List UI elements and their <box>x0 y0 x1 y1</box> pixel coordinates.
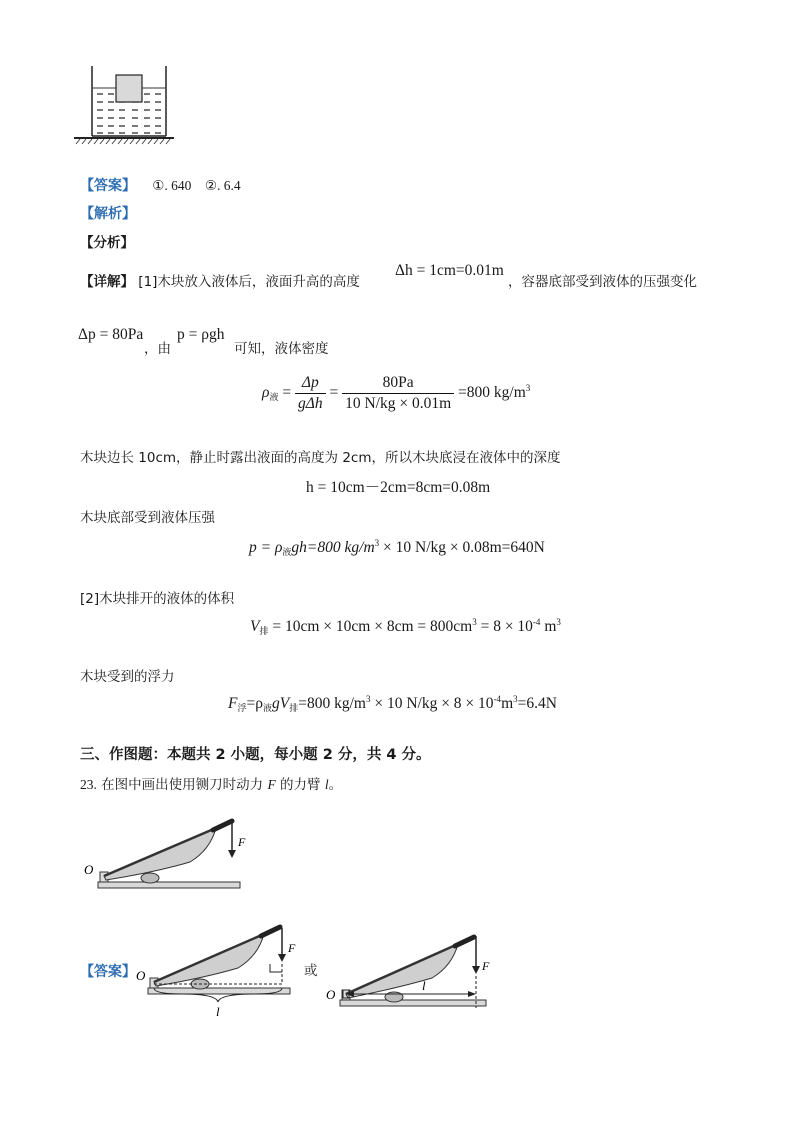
eq-pgh: p = ρgh <box>177 326 225 343</box>
answer-values: ①. 640 ②. 6.4 <box>152 178 241 193</box>
svg-text:F: F <box>482 959 490 973</box>
fraction-1: $\frac{\Delta p}{\text{gΔh}}$ <box>295 374 326 413</box>
container-block-figure <box>70 62 180 146</box>
known-text: 可知，液体密度 <box>234 341 329 357</box>
buoyancy-text: 木块受到的浮力 <box>80 669 175 685</box>
question-23 <box>80 776 342 794</box>
rho-symbol: ρ <box>262 384 270 402</box>
buoyancy-equation: $F_浮=\rho_液gV_排=800$ $kg/m^3 \times 10$ $N/kg \times 8 \times 10^{-4}m^3=6.4N$ <box>228 694 557 713</box>
by-text: ，由 <box>144 341 171 357</box>
eq-delta-p: Δp = 80Pa <box>78 326 144 343</box>
density-result: =800 kg/m <box>458 384 526 402</box>
eq-delta-h: Δh = 1cm=0.01m <box>395 262 504 279</box>
detail-line <box>80 273 360 291</box>
analysis-tag: 【解析】 <box>80 206 136 222</box>
svg-text:F: F <box>238 835 246 849</box>
svg-text:O: O <box>326 987 336 1002</box>
rho-subscript: 液 <box>269 392 279 403</box>
svg-text:F: F <box>288 941 296 955</box>
svg-text:l: l <box>216 1004 220 1019</box>
answer-figure-1 <box>132 918 302 1022</box>
question-text-b: 的力臂 <box>275 777 325 793</box>
svg-text:O: O <box>136 968 146 983</box>
cutter-figure <box>78 810 248 894</box>
detail-intro: [1]木块放入液体后，液面升高的高度 <box>138 274 360 290</box>
answer-tag: 【答案】 <box>80 178 136 194</box>
volume-equation: $V_排 = 10cm \times 10cm \times 8cm = 800cm^3 = 8 \times 10^{-4}$ $m^3$ <box>250 617 561 636</box>
question-text-a: 在图中画出使用铡刀时动力 <box>101 777 268 793</box>
var-l: l <box>324 777 329 792</box>
answer-figure-2 <box>324 922 494 1016</box>
or-text: 或 <box>304 963 318 979</box>
pressure-text: 木块底部受到液体压强 <box>80 510 215 526</box>
svg-text:l: l <box>422 978 426 993</box>
answer-tag-23: 【答案】 <box>80 964 136 980</box>
depth-equation: h = 10cm－2cm=8cm=0.08m <box>306 479 491 496</box>
analyze-tag: 【分析】 <box>80 235 134 251</box>
density-equation: $\rho_液$ = $\frac{\Delta p}{\text{gΔh}}$ = $\frac{80Pa}{10 N/kg \times 0.01m}$ =800 $kg/m^3$ <box>262 374 531 412</box>
side-length-text: 木块边长 10cm，静止时露出液面的高度为 2cm，所以木块底浸在液体中的深度 <box>80 450 561 466</box>
answer-line <box>80 177 241 195</box>
volume-text: [2]木块排开的液体的体积 <box>80 591 235 607</box>
var-F: F <box>267 777 276 792</box>
detail-intro-after: ，容器底部受到液体的压强变化 <box>508 274 697 290</box>
fraction-2: $\frac{80Pa}{10 N/kg \times 0.01m}$ <box>342 374 454 413</box>
section-heading: 三、作图题：本题共 2 小题，每小题 2 分，共 4 分。 <box>80 747 431 763</box>
question-text-c: 。 <box>328 777 343 793</box>
pressure-equation: $p = \rho_液gh=800$ $kg/m^3 \times 10$ N/kg × 0.08m=640N <box>249 538 545 557</box>
svg-text:O: O <box>84 862 94 877</box>
question-number: 23. <box>80 777 97 792</box>
detail-tag: 【详解】 <box>80 274 134 290</box>
